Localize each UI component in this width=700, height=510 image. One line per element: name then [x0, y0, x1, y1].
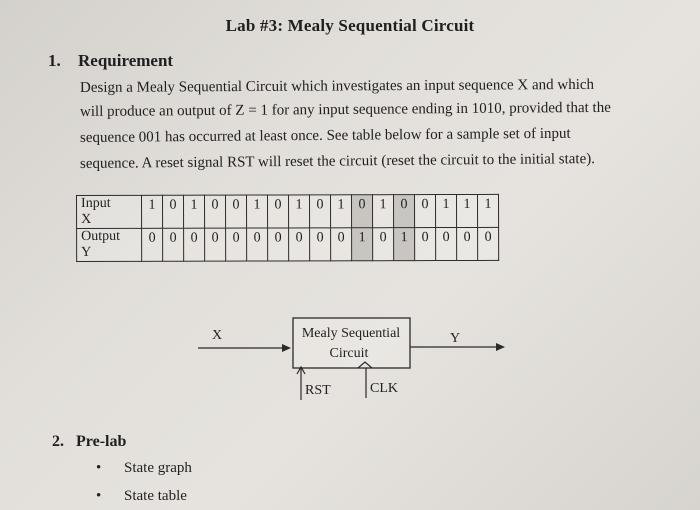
prelab-bullet-1 — [96, 460, 192, 477]
output-cell: 0 — [289, 228, 310, 261]
output-cell: 0 — [163, 228, 184, 261]
clock-label: CLK — [370, 381, 398, 396]
requirement-line-4: sequence. A reset signal RST will reset the circuit (reset the circuit to the initial state). — [79, 151, 596, 172]
output-cell: 0 — [184, 228, 205, 261]
output-cell: 0 — [457, 227, 478, 260]
input-cell: 1 — [457, 194, 478, 227]
input-cell: 1 — [142, 195, 163, 228]
block-label-line-2: Circuit — [329, 346, 369, 361]
section-1-number: 1. — [48, 51, 61, 70]
reset-label: RST — [305, 383, 331, 398]
prelab-bullet-2 — [96, 488, 187, 505]
page-title: Lab #3: Mealy Sequential Circuit — [225, 16, 475, 35]
output-arrow-head — [496, 343, 505, 351]
input-cell: 0 — [268, 195, 289, 228]
input-cell: 1 — [247, 195, 268, 228]
output-cell: 1 — [394, 228, 415, 261]
output-cell: 0 — [247, 228, 268, 261]
output-label-word: Output — [81, 228, 121, 244]
diagram-output-label: Y — [450, 331, 461, 346]
section-2-heading — [52, 433, 126, 451]
input-label-symbol: X — [81, 211, 92, 227]
section-2-number: 2. — [52, 433, 64, 450]
requirement-line-3: sequence 001 has occurred at least once. See table below for a sample set of input — [79, 125, 571, 146]
input-label-word: Input — [81, 195, 111, 211]
prelab-bullet-1-text: State graph — [124, 460, 192, 476]
input-cell: 1 — [184, 195, 205, 228]
output-cell: 0 — [226, 228, 247, 261]
output-cell: 0 — [142, 228, 163, 261]
input-cell: 0 — [205, 195, 226, 228]
prelab-bullet-2-text: State table — [124, 488, 187, 504]
output-cell: 0 — [331, 228, 352, 261]
block-label-line-1: Mealy Sequential — [301, 326, 401, 341]
requirement-line-1: Design a Mealy Sequential Circuit which investigates an input sequence X and which — [79, 76, 595, 96]
bullet-dot-icon: • — [96, 460, 102, 476]
input-cell: 1 — [373, 195, 394, 228]
section-1-title: Requirement — [78, 51, 174, 70]
output-label-symbol: Y — [81, 244, 92, 260]
requirement-line-2: will produce an output of Z = 1 for any input sequence ending in 1010, provided that the — [79, 99, 611, 120]
diagram-input-label: X — [212, 328, 223, 343]
input-cell: 0 — [226, 195, 247, 228]
input-cell: 1 — [289, 195, 310, 228]
output-cell: 0 — [268, 228, 289, 261]
output-cell: 0 — [478, 227, 499, 260]
input-arrow-head — [282, 344, 291, 352]
output-cell: 0 — [373, 228, 394, 261]
bullet-dot-icon: • — [96, 488, 102, 504]
output-cell: 0 — [310, 228, 331, 261]
input-cell: 0 — [394, 195, 415, 228]
section-2-title: Pre-lab — [76, 433, 127, 450]
output-cell: 0 — [436, 228, 457, 261]
input-cell: 1 — [331, 195, 352, 228]
input-cell: 0 — [415, 195, 436, 228]
input-cell: 1 — [436, 195, 457, 228]
input-cell: 0 — [352, 195, 373, 228]
output-cell: 0 — [205, 228, 226, 261]
output-cell: 1 — [352, 228, 373, 261]
input-cell: 1 — [477, 194, 498, 227]
input-cell: 0 — [163, 195, 184, 228]
output-cell: 0 — [415, 228, 436, 261]
input-cell: 0 — [310, 195, 331, 228]
